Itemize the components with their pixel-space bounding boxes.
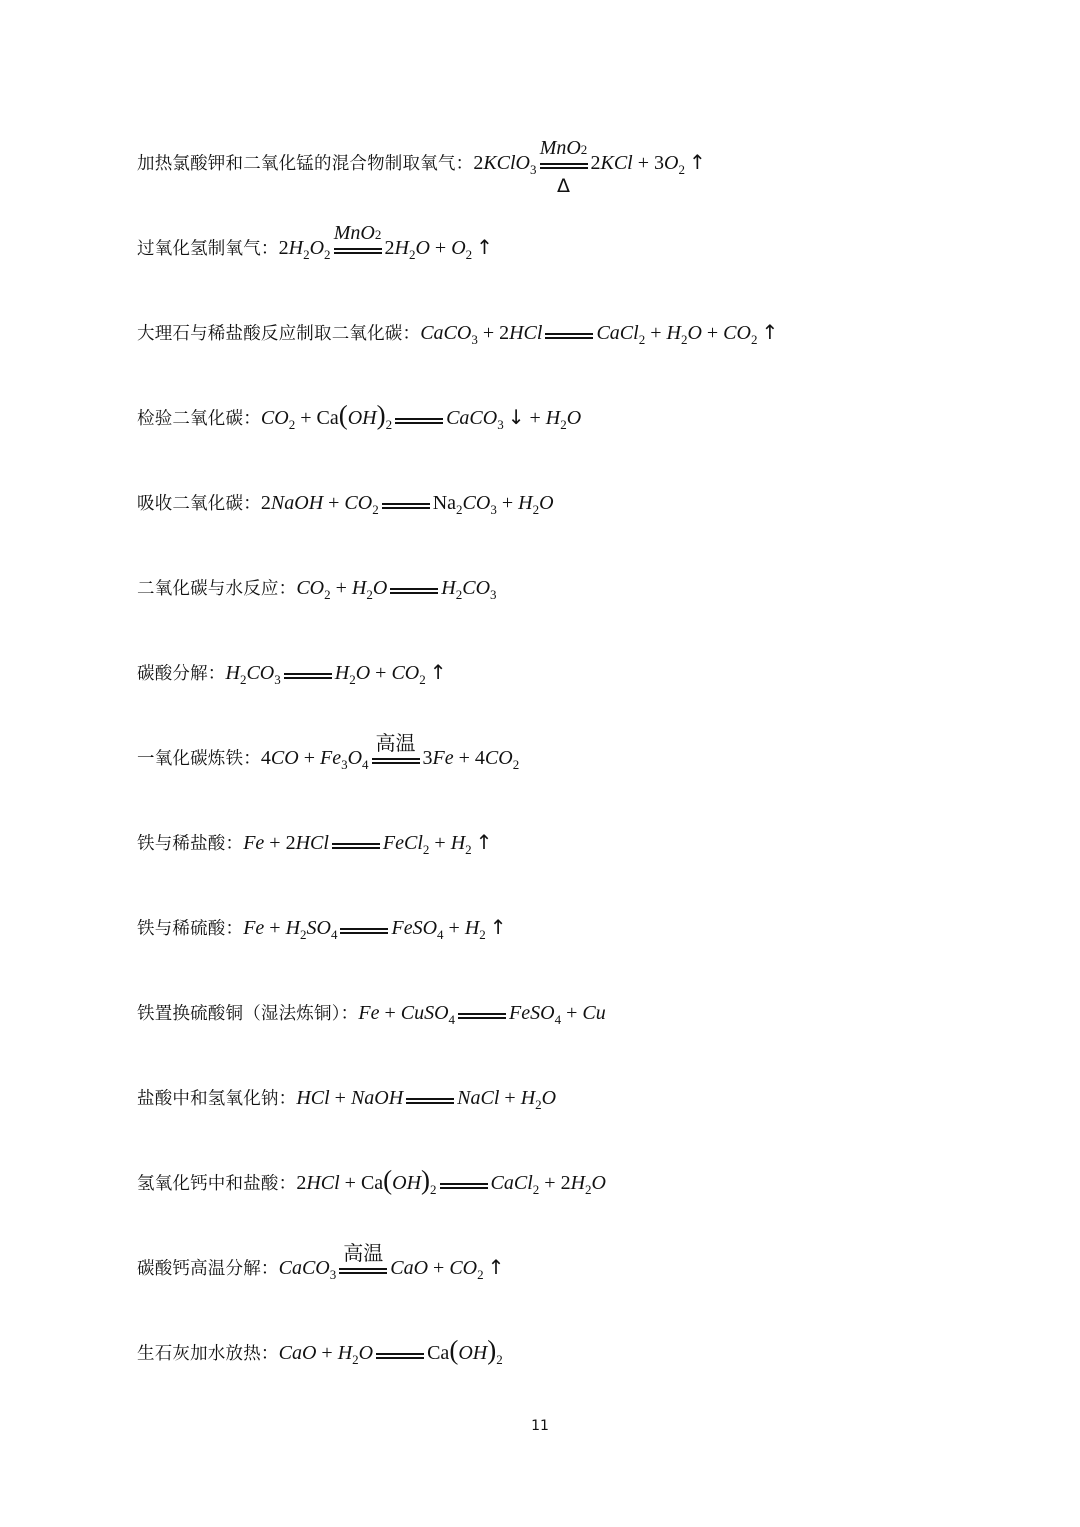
chemical-species (546, 407, 581, 430)
subscript: 2 (465, 842, 472, 857)
formula-text: O (687, 322, 702, 344)
formula-text: H (464, 917, 480, 939)
chemical-species (521, 1087, 556, 1110)
chemical-species (261, 407, 295, 430)
gas-arrow: ↑ (476, 235, 493, 259)
formula-text: 3 (654, 152, 665, 174)
plus-sign: + (300, 407, 312, 429)
formula-text: O (347, 747, 363, 769)
chemical-species (261, 747, 299, 770)
equals-sign (545, 333, 593, 339)
formula-text: CaCl (490, 1172, 533, 1194)
chemical-species (296, 1087, 329, 1110)
formula-text: O (355, 662, 371, 684)
chemical-species (335, 662, 370, 685)
formula-text: H (285, 917, 301, 939)
subscript: 2 (385, 417, 393, 432)
subscript: 2 (532, 502, 540, 517)
subscript: 2 (477, 1267, 484, 1282)
equation-line (137, 490, 554, 515)
gas-arrow: ↑ (489, 915, 507, 939)
chemical-species (654, 152, 685, 175)
subscript: 3 (341, 757, 348, 772)
formula-text: CaCl (596, 322, 639, 344)
equation-line (137, 222, 493, 262)
plus-sign: + (650, 322, 662, 344)
chemical-equation (226, 660, 447, 685)
plus-sign: + (448, 917, 460, 939)
subscript: 2 (366, 587, 373, 602)
plus-sign: + (504, 1087, 516, 1109)
chemical-species (509, 1002, 561, 1025)
chemical-species (243, 917, 264, 940)
formula-text: CaO (278, 1342, 317, 1364)
plus-sign: + (637, 152, 650, 174)
chemical-equation (278, 1241, 505, 1282)
formula-text: H (450, 832, 466, 854)
equation-line (137, 137, 706, 197)
parenthesis: ) (421, 1165, 431, 1195)
subscript: 2 (422, 842, 430, 857)
formula-text: KCl (600, 152, 633, 174)
equals-sign (340, 928, 388, 934)
formula-text: CO (462, 577, 491, 599)
equation-line (137, 731, 520, 772)
precipitate-arrow: ↓ (507, 405, 525, 429)
chemical-species (286, 917, 338, 940)
chemical-species (226, 662, 281, 685)
subscript: 2 (430, 1182, 437, 1197)
equals-sign (539, 137, 588, 197)
formula-text: Cu (582, 1002, 606, 1024)
plus-sign: + (434, 237, 447, 259)
reaction-condition-above: 高温 (375, 731, 416, 755)
chemical-species (666, 322, 701, 345)
formula-text: NaOH (270, 492, 324, 514)
chemical-species (420, 322, 478, 345)
subscript: 4 (437, 927, 444, 942)
formula-text: CaCO (446, 407, 498, 429)
page-number: 11 (531, 1418, 549, 1434)
formula-text: Na (432, 492, 457, 514)
chemical-equation (278, 222, 493, 262)
gas-arrow: ↑ (761, 320, 779, 344)
equals-sign (372, 731, 420, 764)
gas-arrow: ↑ (487, 1255, 505, 1279)
equation-line (137, 320, 778, 345)
formula-text: Fe (432, 747, 454, 769)
chemical-species (446, 405, 524, 430)
formula-text: 3 (422, 747, 433, 769)
subscript: 2 (512, 757, 520, 772)
subscript: 2 (239, 672, 247, 687)
formula-text: H (518, 492, 533, 514)
parenthesis: ) (376, 400, 386, 430)
chemical-equation (296, 1087, 556, 1110)
subscript: 2 (456, 502, 463, 517)
reaction-label: 过氧化氢制氧气： (137, 239, 279, 259)
reaction-label: 铁置换硫酸铜（湿法炼铜）： (137, 1004, 359, 1024)
plus-sign: + (303, 747, 315, 769)
formula-text: OH (392, 1172, 422, 1194)
gas-arrow: ↑ (688, 150, 706, 174)
plus-sign: + (566, 1002, 578, 1024)
formula-text: 2 (285, 832, 296, 854)
formula-text: 2 (260, 492, 271, 514)
subscript: 2 (560, 417, 567, 432)
plus-sign: + (328, 492, 340, 514)
formula-text: 4 (260, 747, 271, 769)
chemical-species (358, 1002, 379, 1025)
reaction-label: 铁与稀盐酸： (137, 834, 244, 854)
parenthesis: ( (383, 1165, 393, 1195)
subscript: 3 (490, 502, 497, 517)
plus-sign: + (482, 322, 495, 344)
chemical-species (596, 322, 645, 345)
parenthesis: ( (449, 1335, 459, 1365)
subscript: 3 (530, 162, 537, 177)
formula-text: H (570, 1172, 586, 1194)
chemical-equation (358, 1002, 605, 1025)
catalyst-text: MnO (333, 222, 375, 244)
chemical-equation (420, 320, 778, 345)
formula-text: O (415, 237, 430, 259)
chemical-species (423, 747, 454, 770)
formula-text: O (451, 237, 466, 259)
plus-sign: + (334, 1087, 346, 1109)
chemical-species (279, 1257, 337, 1280)
reaction-label: 铁与稀硫酸： (137, 919, 244, 939)
subscript: 2 (352, 1352, 359, 1367)
formula-text: 2 (384, 237, 395, 259)
subscript: 2 (408, 247, 416, 262)
formula-text: 2 (296, 1172, 307, 1194)
subscript: 4 (362, 757, 369, 772)
equation-line (137, 830, 492, 855)
subscript: 2 (678, 162, 685, 177)
reaction-label: 检验二氧化碳： (137, 409, 261, 429)
subscript: 3 (329, 1267, 337, 1282)
formula-text: 4 (474, 747, 485, 769)
reaction-label: 氢氧化钙中和盐酸： (137, 1174, 297, 1194)
chemical-species (451, 832, 472, 855)
formula-text: H (334, 662, 350, 684)
subscript: 2 (680, 332, 688, 347)
chemical-species (243, 832, 264, 855)
equation-line (137, 400, 582, 432)
subscript: 2 (465, 247, 473, 262)
plus-sign: + (434, 832, 446, 854)
chemical-species (457, 1087, 499, 1110)
reaction-label: 一氧化碳炼铁： (137, 749, 261, 769)
chemical-equation (243, 915, 506, 940)
formula-text: FeSO (509, 1002, 555, 1024)
plus-sign: + (433, 1257, 445, 1279)
formula-text: CO (246, 662, 275, 684)
chemical-species (451, 237, 472, 260)
chemical-species (296, 577, 330, 600)
chemical-species (449, 1257, 483, 1280)
formula-text: O (309, 237, 325, 259)
equals-sign (458, 1013, 506, 1019)
subscript: 2 (288, 417, 296, 432)
formula-text: CO (462, 492, 491, 514)
formula-text: H (666, 322, 681, 344)
formula-text: NaOH (350, 1087, 404, 1109)
formula-text: CO (391, 662, 420, 684)
chemical-species (465, 917, 486, 940)
formula-text: O (541, 1087, 557, 1109)
chemical-species (383, 832, 430, 855)
formula-text: O (591, 1172, 606, 1194)
formula-text: H (394, 237, 409, 259)
equals-sign (395, 418, 443, 424)
chemical-species (427, 1335, 503, 1367)
chemical-equation (296, 1165, 606, 1197)
equation-line (137, 915, 507, 940)
formula-text: CO (260, 407, 289, 429)
chemical-species (723, 322, 757, 345)
equals-sign (390, 588, 438, 594)
equals-sign (284, 673, 332, 679)
parenthesis: ) (487, 1335, 497, 1365)
formula-text: O (566, 407, 582, 429)
chemical-species (316, 400, 393, 432)
subscript: 2 (638, 332, 646, 347)
formula-text: 2 (590, 152, 601, 174)
chemical-species (390, 1257, 428, 1280)
formula-text: SO (306, 917, 331, 939)
plus-sign: + (706, 322, 719, 344)
formula-text: OH (347, 407, 377, 429)
formula-text: H (545, 407, 561, 429)
formula-text: O (372, 577, 388, 599)
chemical-equation (278, 1335, 503, 1367)
subscript: 2 (496, 1352, 503, 1367)
reaction-label: 盐酸中和氢氧化钠： (137, 1089, 297, 1109)
reaction-condition-above: MnO 2 (333, 222, 382, 244)
formula-text: Ca (316, 407, 339, 429)
chemical-equation (260, 731, 520, 772)
formula-text: 2 (560, 1172, 571, 1194)
formula-text: KClO (483, 152, 530, 174)
gas-arrow: ↑ (475, 830, 493, 854)
chemical-species (320, 747, 369, 770)
subscript: 2 (419, 672, 426, 687)
chemical-species (401, 1002, 455, 1025)
chemical-species (279, 1342, 317, 1365)
chemical-species (261, 492, 323, 515)
reaction-label: 生石灰加水放热： (137, 1344, 279, 1364)
reaction-label: 加热氯酸钾和二氧化锰的混合物制取氧气： (137, 154, 474, 174)
plus-sign: + (344, 1172, 356, 1194)
formula-text: CO (296, 577, 325, 599)
equals-sign (333, 222, 382, 254)
chemical-species (391, 917, 443, 940)
reaction-label: 碳酸分解： (137, 664, 226, 684)
chemical-species (296, 1172, 339, 1195)
reaction-label: 吸收二氧化碳： (137, 494, 261, 514)
chemical-species (491, 1172, 540, 1195)
equation-line (137, 1000, 606, 1025)
formula-text: NaCl (457, 1087, 500, 1109)
plus-sign: + (544, 1172, 556, 1194)
plus-sign: + (384, 1002, 396, 1024)
formula-text: 2 (499, 322, 510, 344)
subscript: 4 (448, 1012, 456, 1027)
formula-text: H (351, 577, 367, 599)
chemical-species (433, 492, 497, 515)
formula-text: CO (484, 747, 513, 769)
equation-line (137, 575, 497, 600)
reaction-condition-above: MnO 2 (539, 137, 588, 159)
equals-sign (382, 503, 430, 509)
chemical-species (286, 832, 329, 855)
equals-sign (440, 1183, 488, 1189)
subscript: 2 (324, 247, 331, 262)
subscript: 3 (497, 417, 504, 432)
subscript: 2 (535, 1097, 542, 1112)
equation-line (137, 1335, 503, 1367)
formula-text: Ca (427, 1342, 450, 1364)
plus-sign: + (375, 662, 387, 684)
formula-text: FeSO (391, 917, 438, 939)
subscript: 3 (490, 587, 497, 602)
chemical-equation (296, 577, 496, 600)
chemical-species (344, 492, 378, 515)
plus-sign: + (321, 1342, 333, 1364)
formula-text: Fe (358, 1002, 380, 1024)
subscript: 2 (349, 672, 356, 687)
catalyst-text: MnO (539, 137, 581, 159)
equation-line (137, 1241, 505, 1282)
formula-text: HCl (306, 1172, 340, 1194)
formula-text: O (539, 492, 554, 514)
reaction-condition-below: Δ (557, 175, 570, 197)
gas-arrow: ↑ (429, 660, 447, 684)
plus-sign: + (529, 407, 541, 429)
subscript: 4 (330, 927, 338, 942)
equation-line (137, 1165, 606, 1197)
subscript: 2 (300, 927, 307, 942)
chemical-species (352, 577, 387, 600)
formula-text: Fe (319, 747, 342, 769)
subscript: 2 (324, 587, 331, 602)
chemical-equation (243, 830, 492, 855)
formula-text: 2 (473, 152, 484, 174)
subscript: 2 (479, 927, 486, 942)
chemical-species (499, 322, 542, 345)
plus-sign: + (335, 577, 347, 599)
formula-text: CO (723, 322, 751, 344)
subscript: 4 (554, 1012, 562, 1027)
plus-sign: + (269, 832, 281, 854)
chemical-species (475, 747, 519, 770)
equals-sign (332, 843, 380, 849)
chemical-species (518, 492, 553, 515)
formula-text: HCl (296, 1087, 330, 1109)
formula-text: Ca (360, 1172, 384, 1194)
subscript: 3 (274, 672, 281, 687)
formula-text: HCl (295, 832, 329, 854)
formula-text: 2 (278, 237, 289, 259)
formula-text: FeCl (382, 832, 423, 854)
formula-text: Fe (243, 917, 265, 939)
equation-line (137, 1085, 556, 1110)
formula-text: Fe (243, 832, 265, 854)
reaction-label: 二氧化碳与水反应： (137, 579, 297, 599)
plus-sign: + (269, 917, 281, 939)
formula-text: OH (458, 1342, 488, 1364)
subscript: 2 (372, 502, 379, 517)
plus-sign: + (501, 492, 514, 514)
subscript: 2 (750, 332, 758, 347)
formula-text: H (441, 577, 456, 599)
chemical-equation (260, 400, 582, 432)
plus-sign: + (458, 747, 470, 769)
chemical-species (591, 152, 633, 175)
formula-text: HCl (509, 322, 543, 344)
chemical-species (561, 1172, 606, 1195)
chemical-species (360, 1165, 437, 1197)
reaction-condition-above: 高温 (343, 1241, 384, 1265)
chemical-species (279, 237, 331, 260)
parenthesis: ( (338, 400, 348, 430)
formula-text: H (520, 1087, 536, 1109)
formula-text: H (337, 1342, 353, 1364)
formula-text: H (288, 237, 304, 259)
subscript: 2 (532, 1182, 540, 1197)
chemical-species (385, 237, 430, 260)
chemical-species (473, 152, 536, 175)
formula-text: CO (449, 1257, 478, 1279)
formula-text: O (664, 152, 679, 174)
equation-line (137, 660, 447, 685)
formula-text: CuSO (400, 1002, 449, 1024)
chemical-species (351, 1087, 403, 1110)
subscript: 2 (455, 587, 463, 602)
equals-sign (376, 1353, 424, 1359)
chemical-equation (473, 137, 706, 197)
chemical-species (441, 577, 496, 600)
formula-text: H (225, 662, 240, 684)
subscript: 2 (585, 1182, 592, 1197)
subscript: 2 (303, 247, 310, 262)
reaction-label: 碳酸钙高温分解： (137, 1259, 279, 1279)
formula-text: CaCO (278, 1257, 330, 1279)
chemical-equation (261, 492, 554, 515)
formula-text: CaCO (420, 322, 472, 344)
formula-text: CaO (390, 1257, 429, 1279)
equals-sign (406, 1098, 454, 1104)
chemical-species (582, 1002, 605, 1025)
reaction-label: 大理石与稀盐酸反应制取二氧化碳： (137, 324, 421, 344)
chemical-species (391, 662, 425, 685)
subscript: 3 (471, 332, 478, 347)
chemical-species (338, 1342, 373, 1365)
formula-text: CO (270, 747, 299, 769)
formula-text: CO (344, 492, 373, 514)
formula-text: O (358, 1342, 374, 1364)
equals-sign (339, 1241, 387, 1274)
